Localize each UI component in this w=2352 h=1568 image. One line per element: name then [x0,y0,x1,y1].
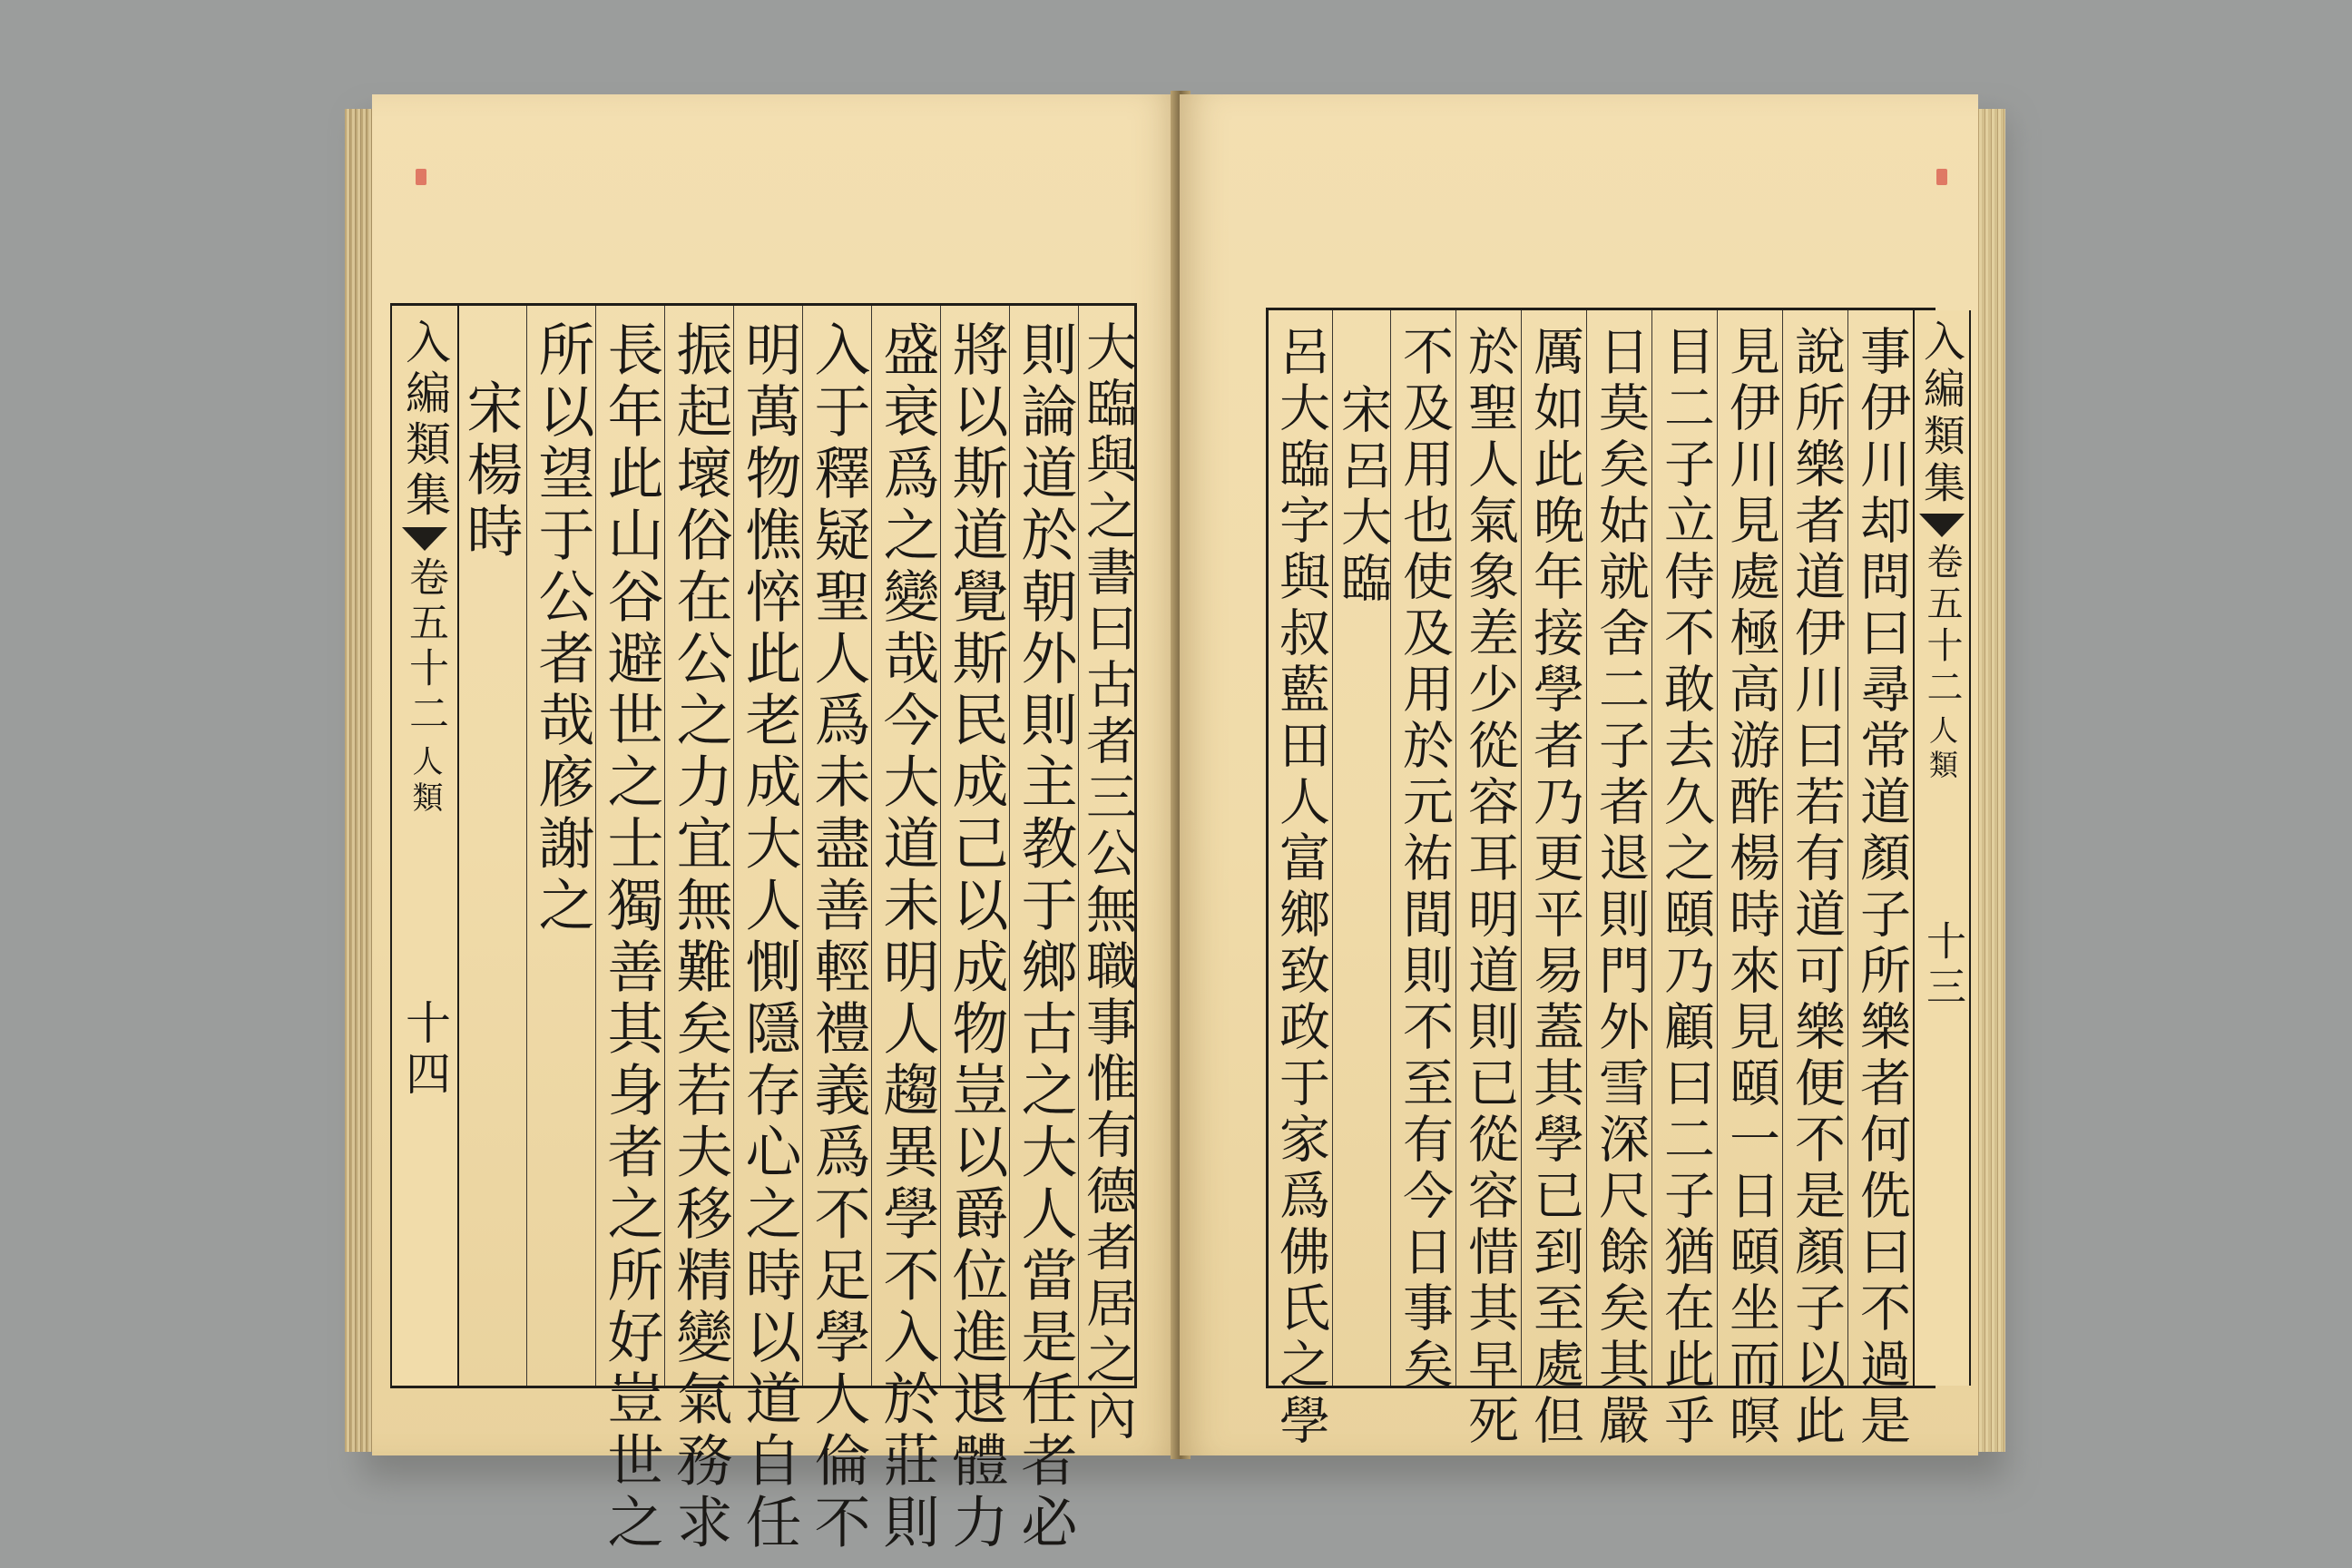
text-column-5 [802,306,872,1554]
column-text: 入于釋疑聖人爲未盡善輕禮義爲不足學人倫不 [805,320,871,1554]
red-seal-mark [416,169,426,185]
column-text: 呂大臨字與叔藍田人富鄉致政于家爲佛氏之學 [1271,325,1330,1450]
text-column-8 [595,306,665,1554]
red-seal-mark [1936,169,1947,185]
right-heading-column [1332,310,1391,1386]
column-text: 見伊川見處極高游酢楊時來見頤一日頤坐而暝 [1721,325,1780,1450]
margin-title: 入編類集 [398,318,451,522]
text-column-3 [940,306,1010,1554]
right-margin-column [1913,310,1971,1386]
column-text: 將以斯道覺斯民成己以成物豈以爵位進退體力 [943,320,1009,1554]
text-column-9 [526,306,596,1386]
margin-folio: 十四 [398,999,451,1101]
text-column-7 [1455,310,1522,1450]
column-text: 說所樂者道伊川曰若有道可樂便不是顏子以此 [1787,325,1846,1450]
text-column-lu-dalin [1269,310,1332,1450]
text-column-5 [1586,310,1652,1450]
margin-section: 人類 [1925,715,1959,784]
right-page-frame [1266,308,1966,1450]
text-column-8 [1390,310,1456,1394]
column-text: 目二子立侍不敢去久之頤乃顧曰二子猶在此乎 [1656,325,1715,1450]
column-text: 厲如此晚年接學者乃更平易蓋其學已到至處但 [1525,325,1584,1450]
column-text: 日莫矣姑就舍二子者退則門外雪深尺餘矣其嚴 [1591,325,1650,1450]
left-heading-column [457,306,524,1386]
column-text: 事伊川却問曰尋常道顏子所樂者何侁曰不過是 [1852,325,1911,1450]
text-column-1 [1078,306,1137,1446]
text-column-1 [1847,310,1914,1450]
column-text: 振起壞俗在公之力宜無難矣若夫移精變氣務求 [667,320,733,1554]
left-page-frame [390,303,1137,1554]
column-text: 盛衰爲之變哉今大道未明人趨異學不入於莊則 [874,320,940,1554]
column-text: 大臨與之書曰古者三公無職事惟有德者居之內 [1078,320,1137,1446]
margin-volume: 卷五十二 [1921,543,1963,710]
text-column-3 [1717,310,1783,1450]
column-text: 明萬物憔悴此老成大人惻隱存心之時以道自任 [736,320,802,1554]
text-column-2 [1009,306,1079,1554]
margin-volume: 卷五十二 [402,556,448,738]
fish-tail-mark [402,527,447,551]
column-text: 長年此山谷避世之士獨善其身者之所好豈世之 [598,320,664,1554]
heading-lu-dalin: 宋呂大臨 [1333,383,1392,608]
text-column-4 [871,306,941,1554]
text-column-7 [664,306,734,1554]
margin-title: 入編類集 [1917,319,1966,508]
margin-folio: 十三 [1919,920,1965,1011]
margin-section: 人類 [407,745,443,818]
text-column-6 [1521,310,1587,1450]
column-text: 不及用也使及用於元祐間則不至有今日事矣 [1395,325,1454,1394]
column-text: 所以望于公者哉㢋謝之 [529,320,595,937]
text-column-4 [1651,310,1718,1450]
text-column-2 [1782,310,1848,1450]
left-margin-column [390,306,459,1386]
fish-tail-mark [1919,514,1965,537]
heading-yang-shi: 宋楊時 [457,378,524,564]
left-page [372,94,1180,1554]
column-text: 則論道於朝外則主教于鄉古之大人當是任者必 [1012,320,1078,1554]
open-book [345,91,2005,1554]
text-column-6 [733,306,803,1554]
right-page [1180,94,1978,1455]
column-text: 於聖人氣象差少從容耳明道則已從容惜其早死 [1460,325,1519,1450]
